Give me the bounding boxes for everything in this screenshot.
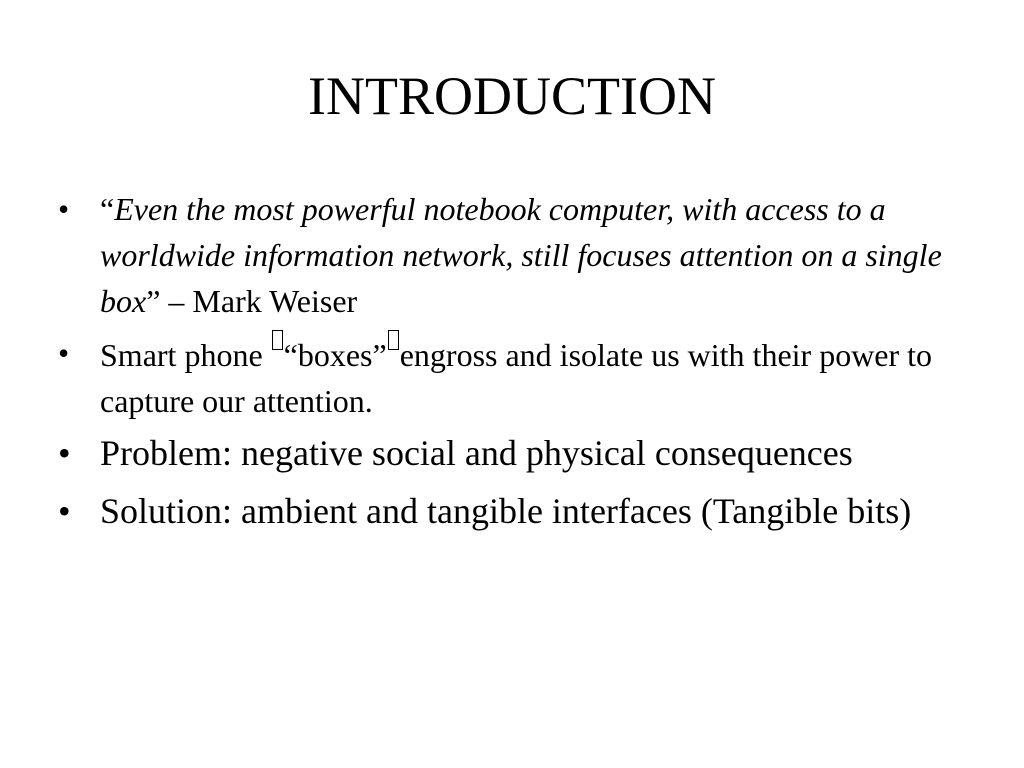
bullet-dot: • xyxy=(58,191,70,227)
bullet-smart-phone xyxy=(58,330,978,424)
smart-phone-text-1: Smart phone xyxy=(100,337,271,373)
solution-text: Solution: ambient and tangible interfaces (Tangible bits) xyxy=(100,491,912,531)
bullet-dot: • xyxy=(58,433,71,473)
missing-glyph-box xyxy=(388,330,399,350)
bullet-quote xyxy=(58,186,978,324)
slide-title: INTRODUCTION xyxy=(308,66,716,126)
bullet-dot: • xyxy=(58,335,70,371)
smart-phone-boxes-quote: “boxes” xyxy=(283,337,387,373)
quote-text: Even the most powerful notebook computer, with access to a worldwide information network, still focuses attention on a single box xyxy=(100,191,942,319)
quote-open-mark: “ xyxy=(100,191,115,227)
smart-phone-text-2: engross and isolate us with their power to capture our attention. xyxy=(100,337,933,419)
bullet-dot: • xyxy=(58,491,71,531)
missing-glyph-box xyxy=(272,330,283,350)
bullet-problem xyxy=(58,430,978,477)
quote-attribution: ” – Mark Weiser xyxy=(146,283,358,319)
bullet-list xyxy=(58,186,978,546)
bullet-solution xyxy=(58,488,978,535)
problem-text: Problem: negative social and physical consequences xyxy=(100,433,853,473)
